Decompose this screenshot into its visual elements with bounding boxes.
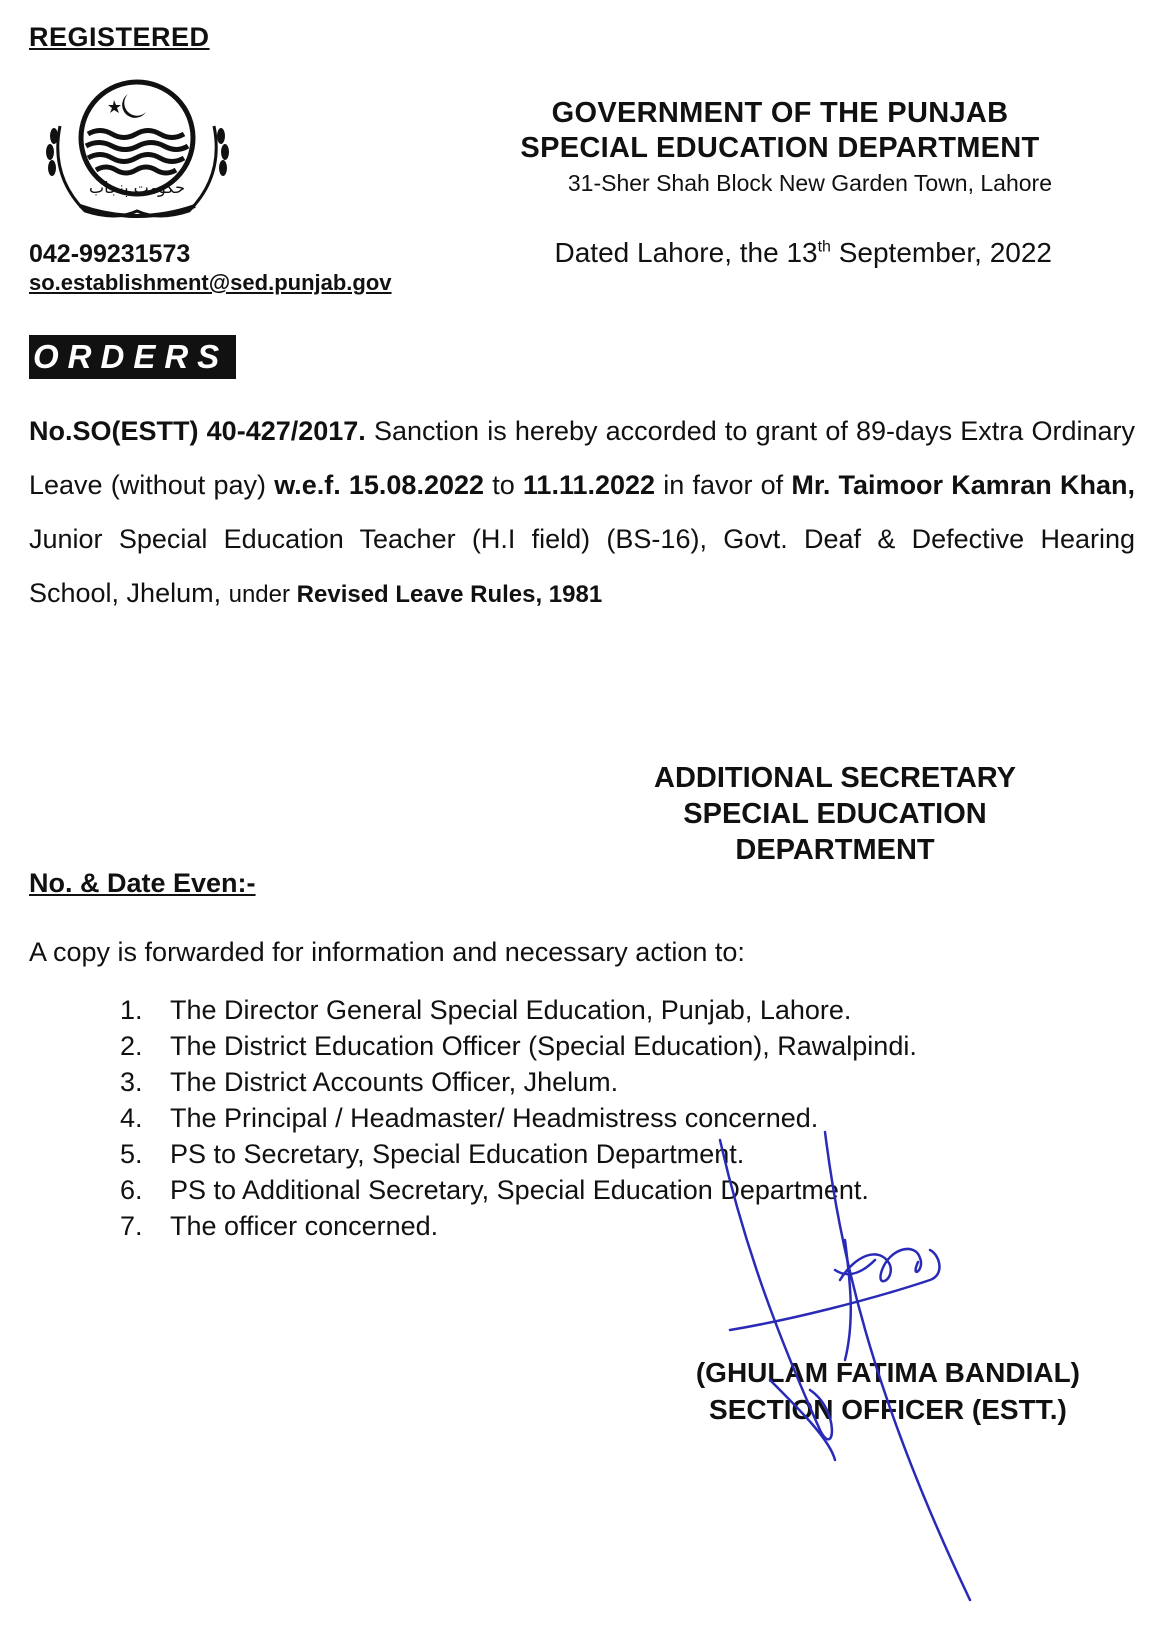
employee-name: Mr. Taimoor Kamran Khan, — [791, 470, 1135, 500]
dated-superscript: th — [817, 238, 831, 256]
order-under: under — [228, 581, 290, 608]
gov-line-1: GOVERNMENT OF THE PUNJAB — [551, 97, 1009, 129]
order-number: No.SO(ESTT) 40-427/2017. — [29, 416, 366, 446]
list-number: 7. — [120, 1211, 143, 1241]
list-item — [120, 1064, 917, 1100]
list-text: The District Education Officer (Special Education), Rawalpindi. — [170, 1031, 917, 1061]
logo-urdu-text: حکومت پنجاب — [89, 178, 185, 197]
order-text-3: Junior Special Education Teacher (H.I field) (BS-16), Govt. Deaf & Defective Hearing School, Jhelum, — [29, 524, 1135, 608]
list-number: 1. — [120, 995, 143, 1025]
list-item — [120, 992, 917, 1028]
orders-heading: ORDERS — [29, 335, 236, 379]
order-text-2: in favor of — [655, 470, 792, 500]
list-text: The officer concerned. — [170, 1211, 439, 1241]
list-number: 6. — [120, 1175, 143, 1205]
order-to: to — [484, 470, 523, 500]
list-item — [120, 1028, 917, 1064]
punjab-emblem-logo — [40, 76, 235, 226]
order-wef: w.e.f. 15.08.2022 — [274, 470, 485, 500]
signatory-title: SECTION OFFICER (ESTT.) — [709, 1394, 1067, 1425]
gov-line-2: SPECIAL EDUCATION DEPARTMENT — [520, 132, 1040, 164]
authority-block — [610, 760, 1060, 868]
list-text: The Principal / Headmaster/ Headmistress concerned. — [170, 1103, 819, 1133]
order-end-date: 11.11.2022 — [522, 470, 656, 500]
department-header — [500, 96, 1060, 166]
dated-line — [555, 237, 1052, 269]
order-rules: Revised Leave Rules, 1981 — [290, 581, 603, 608]
signatory-name: (GHULAM FATIMA BANDIAL) — [695, 1357, 1080, 1388]
handwritten-signature — [650, 1130, 1000, 1610]
list-number: 5. — [120, 1139, 143, 1169]
phone-number: 042-99231573 — [29, 240, 191, 268]
order-text-1: Sanction is hereby accorded to grant of 89-days Extra Ordinary Leave (without pay) — [29, 416, 1135, 500]
list-text: PS to Secretary, Special Education Department. — [170, 1139, 745, 1169]
order-body — [29, 404, 1135, 622]
list-number: 4. — [120, 1103, 143, 1133]
department-address: 31-Sher Shah Block New Garden Town, Lahore — [567, 170, 1052, 196]
list-number: 3. — [120, 1067, 143, 1097]
authority-line-2: SPECIAL EDUCATION — [683, 798, 987, 830]
authority-line-3: DEPARTMENT — [735, 834, 935, 866]
list-text: The Director General Special Education, Punjab, Lahore. — [170, 995, 852, 1025]
email-link[interactable]: so.establishment@sed.punjab.gov — [29, 270, 392, 295]
registered-label: REGISTERED — [29, 22, 210, 52]
dated-prefix: Dated Lahore, the 13 — [554, 237, 818, 268]
copy-forward-text: A copy is forwarded for information and necessary action to: — [29, 937, 745, 967]
list-text: The District Accounts Officer, Jhelum. — [170, 1067, 619, 1097]
list-number: 2. — [120, 1031, 143, 1061]
list-text: PS to Additional Secretary, Special Education Department. — [170, 1175, 869, 1205]
dated-suffix: September, 2022 — [830, 237, 1052, 268]
even-heading: No. & Date Even:- — [29, 868, 256, 898]
authority-line-1: ADDITIONAL SECRETARY — [654, 762, 1016, 794]
